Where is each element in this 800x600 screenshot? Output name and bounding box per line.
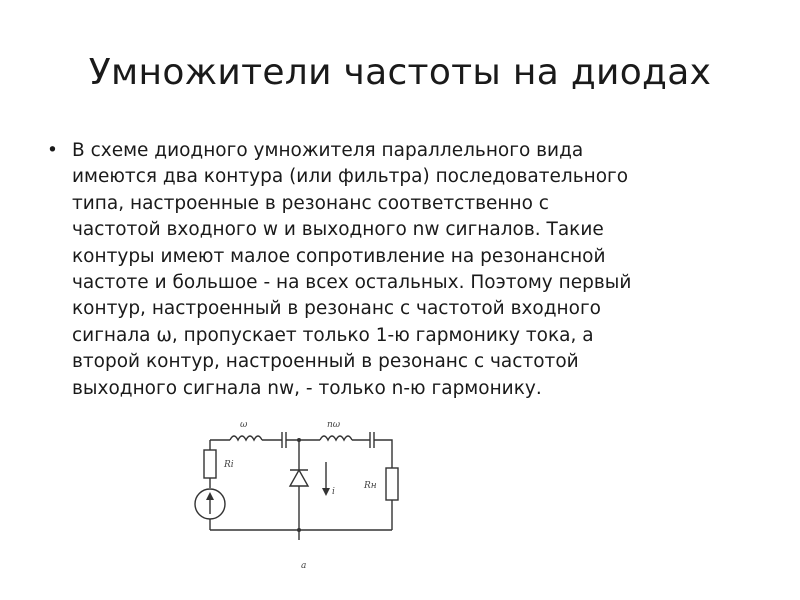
label-ri: Ri <box>224 460 234 470</box>
bullet-line-2: имеются два контура (или фильтра) последовательного <box>72 166 629 188</box>
inductor-1-icon <box>230 436 262 440</box>
bullet-line-7: контур, настроенный в резонанс с частотой входного <box>72 298 601 320</box>
bullet-text <box>72 138 767 402</box>
circuit-diagram <box>180 418 420 578</box>
junction-top-dot <box>297 438 301 442</box>
bullet-line-10: выходного сигнала nw, - только n-ю гармонику. <box>72 377 542 399</box>
current-arrow-head-icon <box>322 488 330 496</box>
resistor-ri-icon <box>204 450 216 478</box>
wire-top-right <box>374 440 392 468</box>
bullet-line-3: типа, настроенные в резонанс соответственно с <box>72 192 549 214</box>
bullet-line-5: контуры имеют малое сопротивление на резонансной <box>72 245 606 267</box>
label-n-omega: nω <box>327 420 341 430</box>
slide-title: Умножители частоты на диодах <box>88 52 712 93</box>
label-current: i <box>332 487 335 497</box>
bullet-line-1: В схеме диодного умножителя параллельного вида <box>72 140 584 161</box>
bullet-marker: • <box>47 140 58 161</box>
bullet-line-8: сигнала ω, пропускает только 1-ю гармонику тока, а <box>72 324 594 346</box>
bullet-line-4: частотой входного w и выходного nw сигналов. Такие <box>72 219 604 241</box>
bullet-line-6: частоте и большое - на всех остальных. Поэтому первый <box>72 272 632 294</box>
bullet-line-9: второй контур, настроенный в резонанс с частотой <box>72 351 579 373</box>
diode-triangle-icon <box>290 470 308 486</box>
label-rn: Rн <box>364 481 377 491</box>
junction-bottom-dot <box>297 528 301 532</box>
label-omega: ω <box>240 420 248 430</box>
source-arrow-head-icon <box>206 492 214 500</box>
figure-caption: a <box>301 561 307 571</box>
inductor-2-icon <box>320 436 352 440</box>
resistor-rn-icon <box>386 468 398 500</box>
